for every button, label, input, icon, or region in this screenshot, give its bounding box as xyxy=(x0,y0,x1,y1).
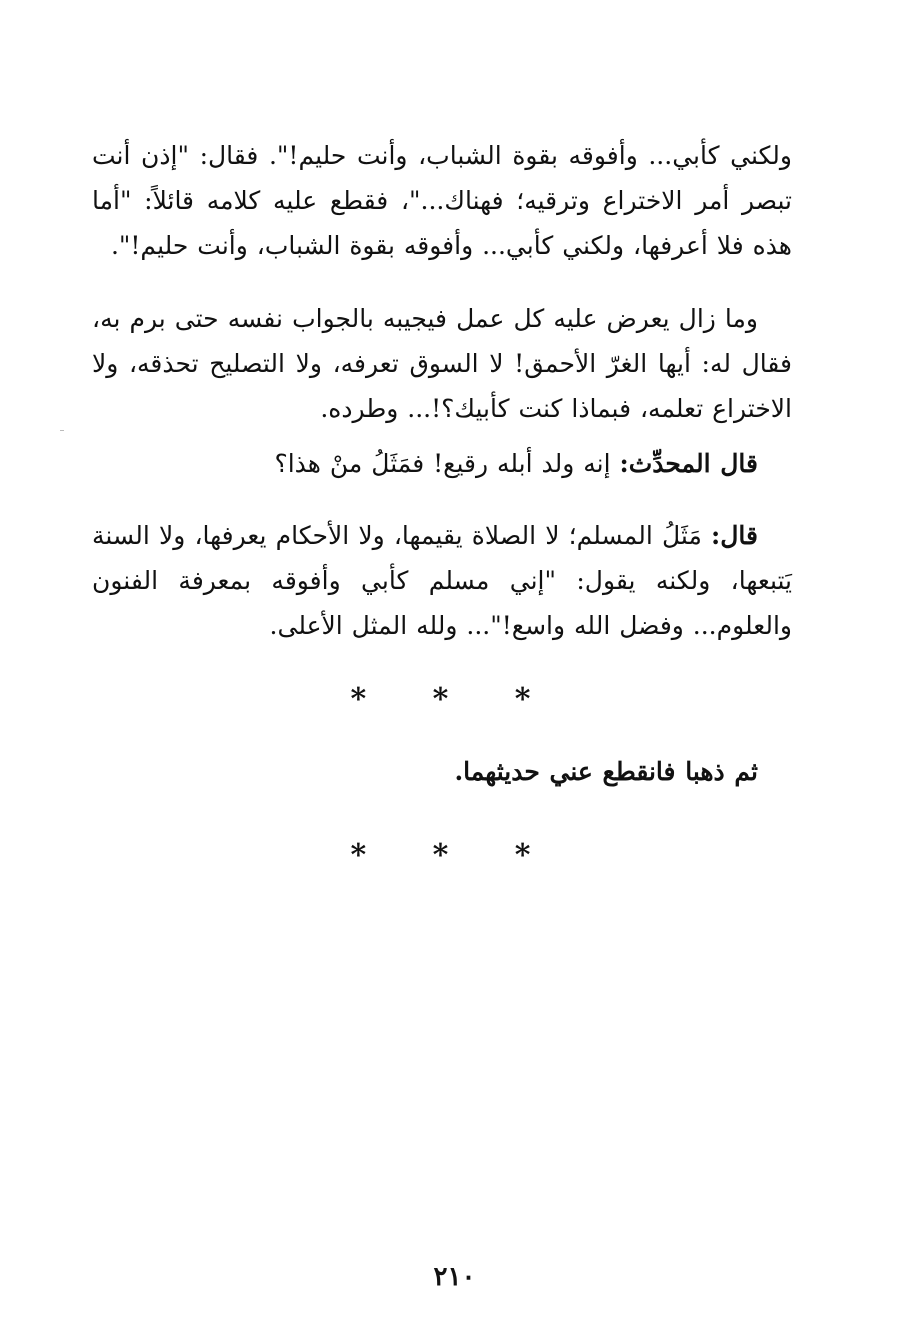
paragraph-moral xyxy=(92,513,792,648)
paragraph-closing: ثم ذهبا فانقطع عني حديثهما. xyxy=(454,757,758,786)
narrator-question-text: إنه ولد أبله رقيع! فمَثَلُ منْ هذا؟ xyxy=(274,449,620,478)
section-separator-end: * * * xyxy=(350,838,559,873)
speaker-label-reply: قال: xyxy=(711,521,758,550)
moral-text: مَثَلُ المسلم؛ لا الصلاة يقيمها، ولا الأحكام يعرفها، ولا السنة يَتبعها، ولكنه يقول: "إني مسلم كأبي وأفوقه بمعرفة الفنون والعلوم... وفضل الله واسع!"... ولله المثل الأعلى. xyxy=(92,521,792,640)
paragraph-narrator-question xyxy=(92,441,792,486)
paragraph-continuation: ولكني كأبي... وأفوقه بقوة الشباب، وأنت حليم!". فقال: "إذن أنت تبصر أمر الاختراع وترقيه؛ فهناك..."، فقطع عليه كلامه قائلاً: "أما هذه فلا أعرفها، ولكني كأبي... وأفوقه بقوة الشباب، وأنت حليم!". xyxy=(92,141,792,260)
paragraph-story-text: وما زال يعرض عليه كل عمل فيجيبه بالجواب نفسه حتى برم به، فقال له: أيها الغرّ الأحمق! لا السوق تعرفه، ولا التصليح تحذقه، ولا الاختراع تعلمه، فبماذا كنت كأبيك؟!... وطرده. xyxy=(92,304,792,423)
page-number: ٢١٠ xyxy=(433,1262,476,1292)
speaker-label-narrator: قال المحدِّث: xyxy=(619,449,758,478)
margin-mark xyxy=(60,430,64,431)
paragraph-story xyxy=(92,296,792,431)
section-separator: * * * xyxy=(350,682,559,717)
